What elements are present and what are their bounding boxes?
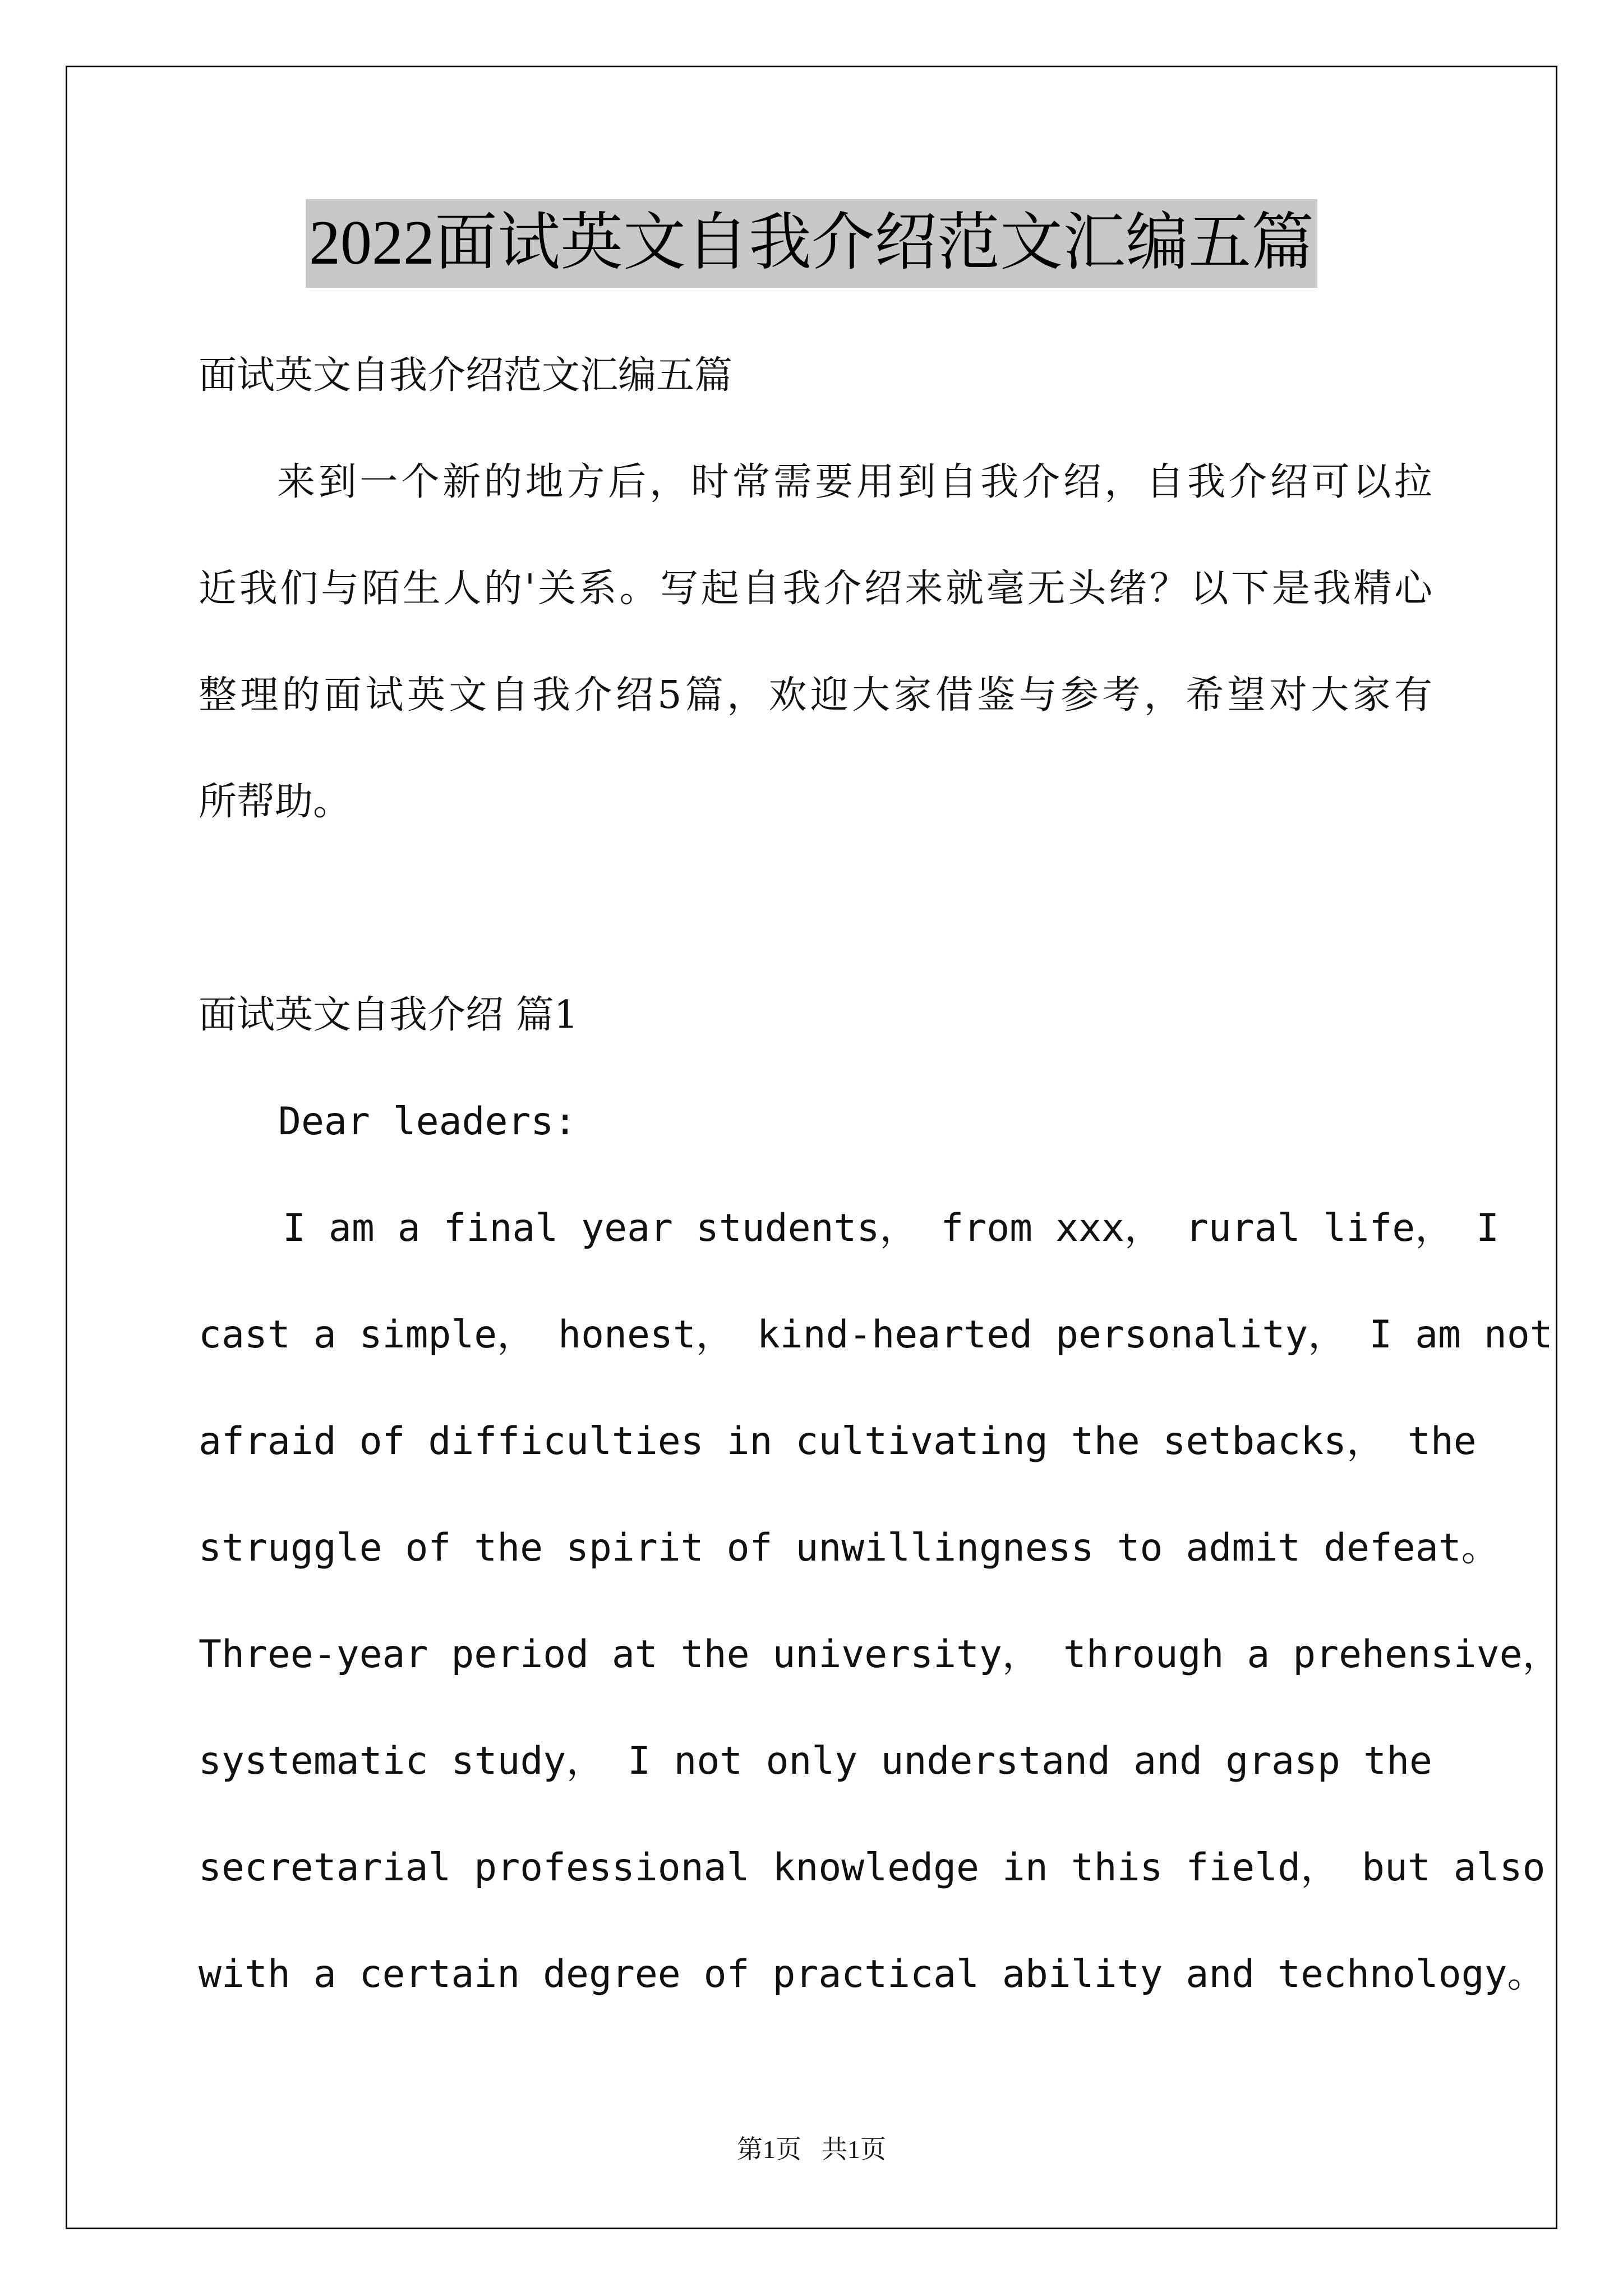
intro-line: 整理的面试英文自我介绍5篇，欢迎大家借鉴与参考，希望对大家有 <box>199 673 1432 717</box>
intro-line: 所帮助。 <box>199 780 352 824</box>
greeting: Dear leaders: <box>278 1099 577 1144</box>
body-line: cast a simple， honest， kind-hearted personality， I am not <box>199 1313 1553 1357</box>
body-line: afraid of difficulties in cultivating the setbacks， the <box>199 1419 1477 1464</box>
document-subtitle: 面试英文自我介绍范文汇编五篇 <box>199 353 733 398</box>
body-line: with a certain degree of practical ability and technology。 <box>199 1952 1546 1996</box>
page-number-total: 共1页 <box>822 2135 886 2164</box>
body-line: struggle of the spirit of unwillingness to admit defeat。 <box>199 1526 1500 1570</box>
intro-line: 来到一个新的地方后，时常需要用到自我介绍，自我介绍可以拉 <box>277 460 1432 504</box>
section-heading: 面试英文自我介绍 篇1 <box>199 993 578 1037</box>
title-container <box>0 199 1623 288</box>
body-line: Three-year period at the university， through a prehensive， <box>199 1632 1561 1677</box>
body-line: I am a final year students， from xxx， rural life， I <box>283 1206 1500 1250</box>
body-line: systematic study， I not only understand and grasp the <box>199 1739 1432 1783</box>
document-title: 2022面试英文自我介绍范文汇编五篇 <box>306 199 1317 288</box>
intro-line: 近我们与陌生人的'关系。写起自我介绍来就毫无头绪？以下是我精心 <box>199 567 1432 611</box>
page-number-current: 第1页 <box>737 2135 801 2164</box>
body-line: secretarial professional knowledge in this field， but also <box>199 1846 1546 1890</box>
page-footer <box>0 2129 1623 2166</box>
